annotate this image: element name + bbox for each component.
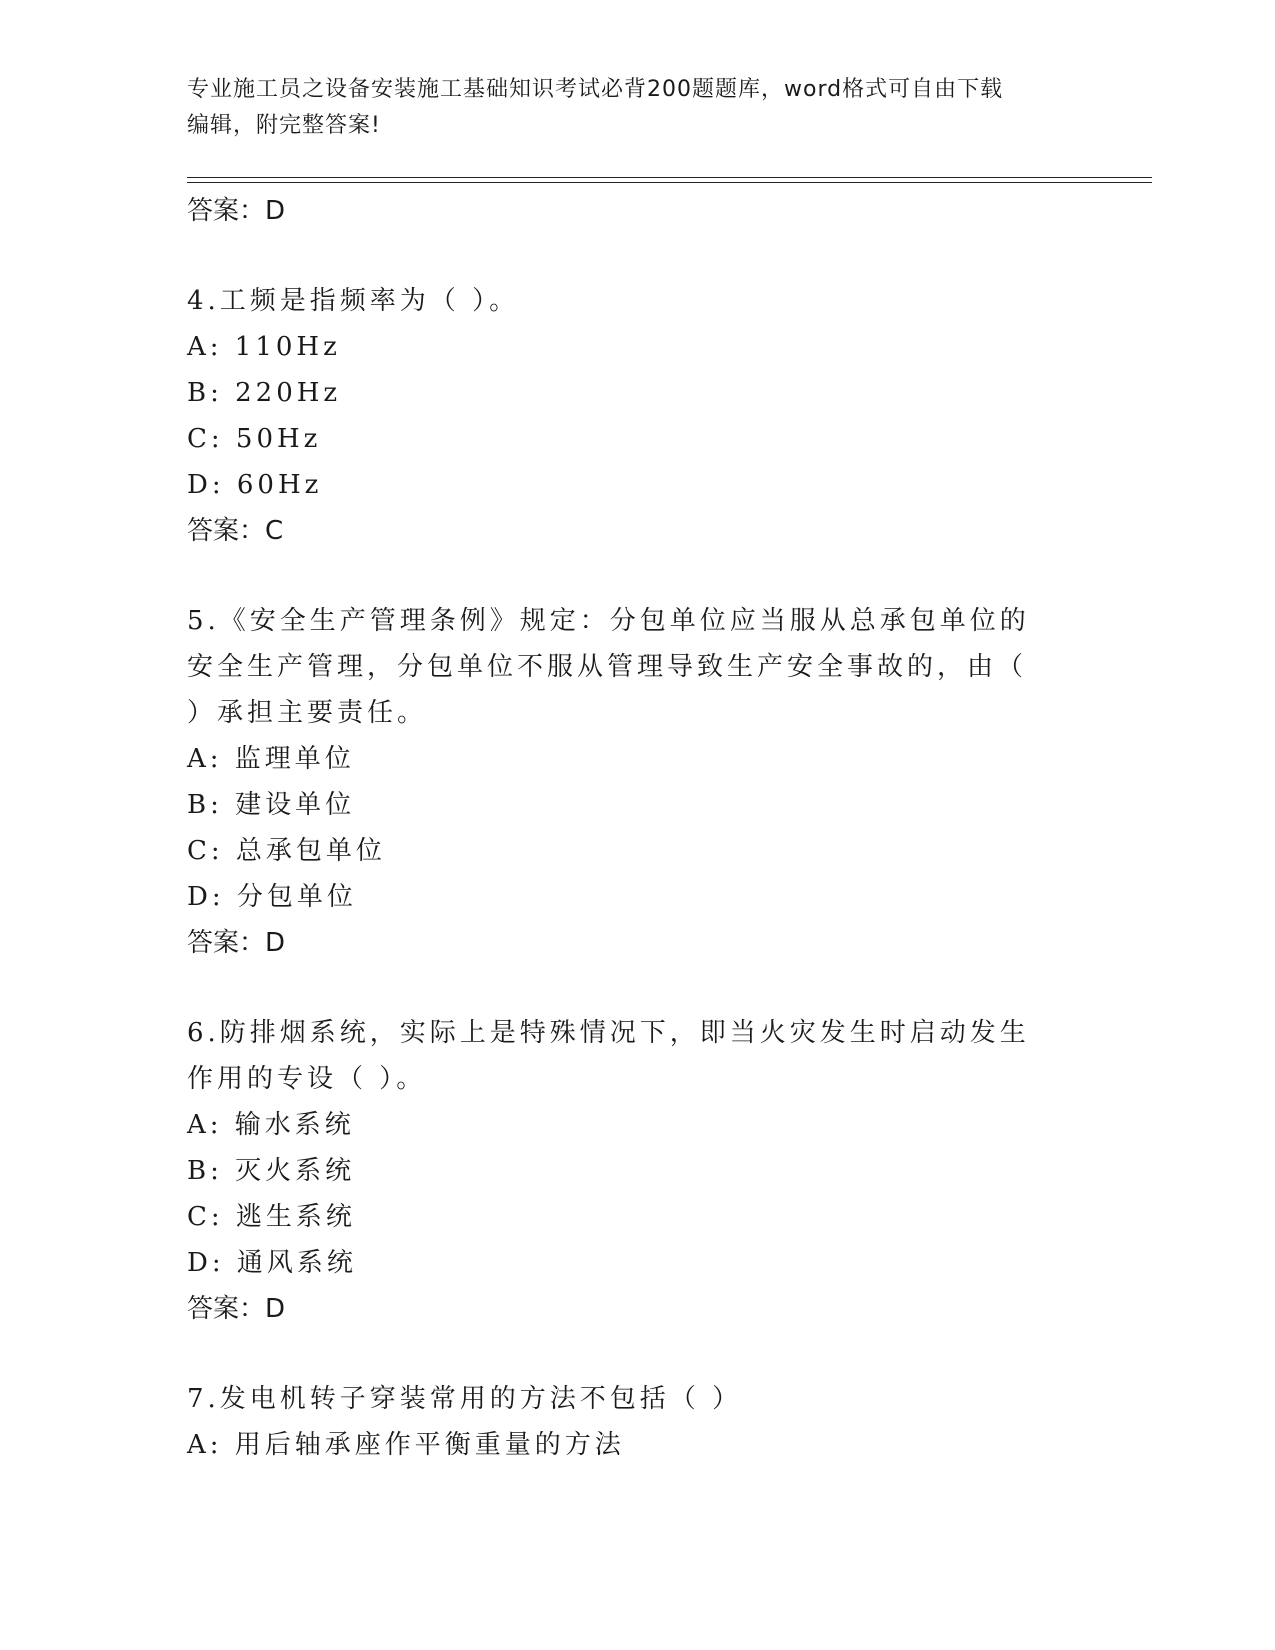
option-b: B: 灭火系统 [187, 1156, 356, 1186]
header-divider-top [187, 177, 1152, 178]
question-item [187, 598, 1087, 966]
option-d: D: 分包单位 [187, 882, 357, 912]
question-item [187, 1376, 1087, 1468]
answer-line: 答案：D [187, 196, 286, 226]
header-line-1: 专业施工员之设备安装施工基础知识考试必背200题题库，word格式可自由下载 [187, 77, 1004, 102]
question-title: 5.《安全生产管理条例》规定：分包单位应当服从总承包单位的安全生产管理，分包单位不服从管理导致生产安全事故的，由（ ）承担主要责任。 [187, 606, 1030, 728]
option-b: B: 220Hz [187, 378, 342, 408]
option-c: C: 总承包单位 [187, 836, 386, 866]
option-b: B: 建设单位 [187, 790, 356, 820]
header-divider-bottom [187, 182, 1152, 183]
answer-line: 答案：C [187, 516, 284, 546]
question-title: 7.发电机转子穿装常用的方法不包括（ ） [187, 1384, 743, 1414]
document-header [187, 72, 1087, 144]
question-title: 6.防排烟系统，实际上是特殊情况下，即当火灾发生时启动发生作用的专设（ ）。 [187, 1018, 1030, 1094]
header-line-2: 编辑，附完整答案! [187, 113, 381, 138]
option-c: C: 50Hz [187, 424, 322, 454]
option-d: D: 60Hz [187, 470, 323, 500]
option-a: A: 用后轴承座作平衡重量的方法 [187, 1430, 625, 1460]
answer-line: 答案：D [187, 1294, 286, 1324]
question-item [187, 1010, 1087, 1332]
question-item [187, 278, 1087, 554]
option-c: C: 逃生系统 [187, 1202, 356, 1232]
question-list [187, 188, 1087, 1468]
option-a: A: 110Hz [187, 332, 341, 362]
answer-line: 答案：D [187, 928, 286, 958]
question-title: 4.工频是指频率为（ ）。 [187, 286, 520, 316]
option-a: A: 输水系统 [187, 1110, 355, 1140]
option-d: D: 通风系统 [187, 1248, 357, 1278]
option-a: A: 监理单位 [187, 744, 355, 774]
